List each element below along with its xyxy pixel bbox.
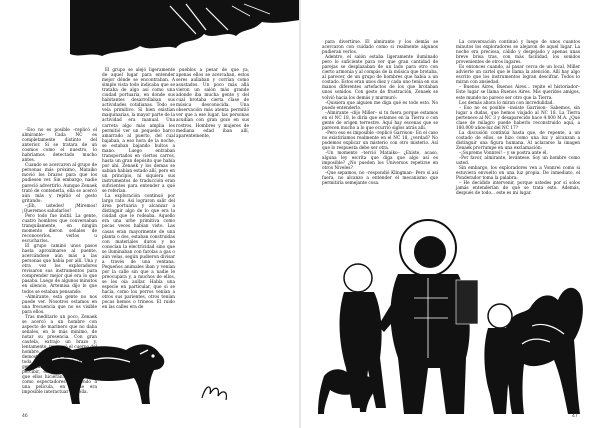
right-page-column-2 bbox=[456, 40, 580, 196]
second-figure-helmet bbox=[344, 264, 372, 292]
paragraph: –¡Eh, ustedes! ¡Miremos! ¡Queremos saludarlos! bbox=[22, 203, 97, 214]
paragraph: La exploración continuó por largo rato. Así lograron salir del área portuaria y alcanzar a distinguir algo de lo que era la ciudad que le rodeaba. Aquello era una urbe primitiva como pocas veces habían visto. Las casas eran mayormente de una planta o dos, estaban construidas con materiales duros y no conocían la electricidad sino que se iluminaban con farolas a gas o aún velas, según pudieron divisar a través de una ventana. Pequeños animales iban y venían por la calle sin que a nadie le preocupara y, a muchos de ellos, se les oía aullar. Había una especie en particular, que si se hacía, como los perros venían a otros sus parientes, otros tenían pocas hemos o trineos. El ruido en las calles era de bbox=[102, 194, 175, 311]
third-figure-helmet bbox=[488, 304, 512, 328]
right-page-column-1 bbox=[322, 40, 438, 186]
paragraph: –Por favor, almirante, levántese. Soy un hombre como usted. bbox=[456, 156, 580, 167]
paragraph: –Un momento –terció Mataiko– ¿Existe, acaso, alguna ley escrita que diga que algo así es imposible? ¿No pueden los Universos repetirse en otros Niveles? bbox=[322, 151, 438, 172]
paragraph: –Pero eso es imposible –replicó Garrison– En el caso no existiríamos realmente en el NC 18, ¿verdad? No podemos explicar un misterio con otro misterio. Así que lo respuesta debe ser otra. bbox=[322, 130, 438, 151]
paragraph: –¡Supremo Vonnrei! – y se postra ante él. bbox=[459, 151, 548, 157]
dog-eye bbox=[151, 354, 154, 357]
paragraph: Pero todo fue inútil. La gente, cuatro hombres que conversaban tranquilamente, en ningún momento dieron señales de reconocerlos, verlos u escucharlos. bbox=[22, 213, 97, 245]
left-page-column-2 bbox=[102, 68, 175, 310]
paragraph: pueblos a pesar de que ya, apenas ellos se acercaban, estos seres aullaban y corrían como asustados. Un poco más allá vieron un salón más grande adonde iba mucha gente y del cual brotaba cierta clase de música desconocida. Una observación más atenta permitió ver que a ese lugar, las personas acudían con gran gozo en sus rostros. Hombres y mujeres de mediana edad iban allí, aparentemente, bbox=[176, 68, 249, 139]
paragraph: –Que sepamos, no –respondió Klingman– Pero sí así fuera, no alcanzo a entender el mecanismo que permitiría semejante cosa. bbox=[322, 171, 438, 187]
paragraph: Sin embargo, los exploradores ven a Vonnrei como si estuviera envuelto en una luz propia. De inmediato, el Ponderador toma la palabra: bbox=[456, 166, 580, 182]
paragraph: La conversación continuó y luego de unos cuantos minutos los exploradores se alejaron de aquel lugar. La noche era preciosa, cálido y despejado y apenas unas breve brisa tras, con más facilidad, los sonidos provenientes de otros lugares. bbox=[456, 40, 580, 66]
artist-signature bbox=[200, 380, 230, 404]
paragraph: Cuando se acercaron al grupo de personas más próximo, Mataiko movió los brazos para que los pudiesen ver. Sin embargo, nadie pareció advertirlo. Aunque Zenaek trató de contenerla, ella se acercó aún más y repitió el gesto gritando: bbox=[22, 163, 97, 204]
astronaut-face bbox=[414, 236, 446, 268]
paragraph: – He decidido intervenir, porque ustedes por sí solos jamás entenderían de qué se trata esto. Además, después de todo... este es mi lugar. bbox=[456, 181, 580, 197]
paragraph: La discusión continúa hasta que, de repente, a un costado de ellos, se hizo como una luz y alcanzan a distinguir una figura humana. Al aclararse la imagen Zenaek prorrumpe en una exclamación: bbox=[456, 130, 580, 151]
paragraph: –Quisiera que alguien me diga qué es todo esto. No puedo entenderlo. bbox=[322, 100, 438, 111]
astronaut-backpack bbox=[456, 280, 478, 324]
paragraph: Adentro, el salón estaba ligeramente iluminado pero lo suficiente para ver que gran cantidad de parejas se desplazaban de un lado para otro con cierto armonía y al compás de la música que brotaba, al parecer, de un grupo de hombres que había a un costado. Estos eran unos diez y cada uno tenía en sus manos diferentes artefactos de los que brotaban unos sonidos. Con gesto de frustración, Zenaek se volvió hacia los demás y murmuró: bbox=[322, 55, 438, 101]
paragraph: El grupo se alejó ligeramente de aquel lugar para entender mejor dónde se encontraban. A simple vista todo indicaba que se trataba de algo así como una ciudad portuaria, en donde sus habitantes desarrollaban sus actividades cotidianas. Todo se veía primitivo. Si bien existían maquinarias, la mayor parte de la actividad era manual. Una carreta algo más amplia les permitió ver un pequeño barco amarrado al puerto, del cual bajaban, a eso hora de la noche, se estaban bajando bultos a mano. Luego entraban transportados en ciertos carros, hasta un gran depósito que había por ahí. Zenaek y los demas se sabían habían estado allí, pero en un principio, ni siquiera sus instrumentos de traducción eran suficientes para entender a qué se referían. bbox=[102, 68, 175, 195]
astronaut-group-illustration bbox=[318, 208, 590, 418]
page-number-left: 46 bbox=[22, 414, 28, 419]
night-sky-illustration bbox=[0, 0, 300, 66]
paragraph: –Almirante –dijo Miller– si tu fuera porque estamos en el NC 18, le diría que estamos en la Tierra o con gente de origen terrestre. Aquí hay escenas que se parecen mucho a lo que ocurrió siglos atrás allí. bbox=[322, 110, 438, 131]
page-number-right: 47 bbox=[572, 414, 578, 419]
paragraph: Es entonces cuando, al pasar cerca de un local, Miller advierte un cartel que le llama la atención. Allí hay algo escrito que los instrumentos logran descifrar. Todos lo miran con ansiedad. bbox=[456, 65, 580, 86]
paragraph: – Eso no es posible –insiste Garrison– Sabemos, sin lugar a dudas, que hemos viajado al NC 18. La Tierra pertenece al NC 3 y desaparecido hace 4.000 M.A. ¿Qué clase de milagro puede haberlo reconstruido aquí, a 180.000 años-luz del NC 17? bbox=[456, 105, 580, 131]
book-gutter bbox=[299, 0, 301, 428]
paragraph: – Buenos Aires, Buenos Aires... repite el historiador– Este lugar se llama Buenos Aires. Mis queridos amigos, este mundo no parece ser otro que la Tierra. bbox=[456, 85, 580, 101]
paragraph: –Almirante, esta gente no nos puede ver. Nosotros estamos en una frecuencia que no es visible para ellos. bbox=[22, 294, 97, 315]
paragraph: –Eso no es posible –replicó el almirante– Cada NC es completamente distinto del anterior. Si se tratara de un cosmos como el nuestro, lo habríamos detectado mucho antes. bbox=[22, 128, 97, 164]
paragraph: Los demás ahora lo miran con incredulidad. bbox=[459, 100, 554, 106]
paragraph: para divertirse. El almirante y los demás se acercaron con cuidado como si realmente algunos pudieran verlos. bbox=[322, 40, 438, 56]
left-page-column-3 bbox=[176, 68, 249, 139]
paragraph: El grupo caminó unos pasos hasta aproximarse al puente, acercándose aún más a las personas que había por allí. Una y otra vez los exploradores revisaron sus instrumentos para comprender mejor qué era lo que pasaba. Luego de algunos minutos en silencio, Artemisa dijo lo que todos se estaban pensando: bbox=[22, 244, 97, 295]
moon bbox=[26, 1, 64, 39]
left-page-column-1 bbox=[22, 128, 97, 395]
paragraph: Tras meditarlo un poco, Zenaek se acercó a un hombre con aspecto de marinero que no daba señales, en lo más mínimo, de notar su presencia. Con gran cautela, extrajo un brazo y, lentamente, traspasó el cuerpo del hombre. Un nuevo intento demostró bien a las claras que toda comunicación sería inútil. Lo gente de aquel lugar no podía percibir, en modo alguno, nada que ellos hicieran. Eran algo así como espectadores asistiendo a una película, en donde era imposible interactuar con ella. bbox=[22, 314, 97, 396]
